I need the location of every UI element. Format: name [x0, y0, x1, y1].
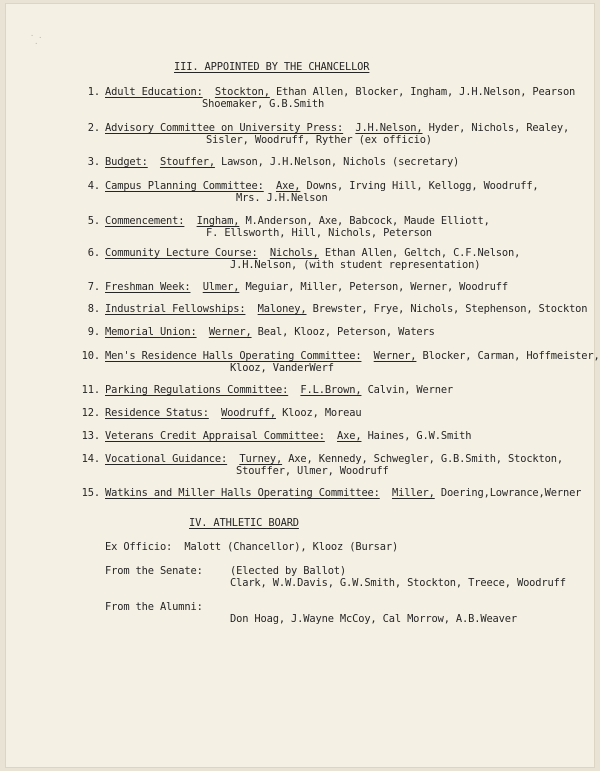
committee-chair: Werner, — [373, 350, 417, 362]
item-number: 8. — [87, 303, 100, 315]
item-number: 9. — [87, 326, 100, 338]
committee-title: Watkins and Miller Halls Operating Committee: — [105, 487, 380, 499]
committee-members-continued: Klooz, VanderWerf — [230, 362, 334, 374]
committee-title: Campus Planning Committee: — [105, 180, 264, 192]
committee-chair: Nichols, — [269, 247, 319, 259]
committee-members: Meguiar, Miller, Peterson, Werner, Woodruff — [245, 281, 508, 293]
alumni-label: From the Alumni: — [105, 601, 203, 613]
committee-members: Hyder, Nichols, Realey, — [428, 122, 570, 134]
committee-item — [105, 350, 600, 362]
committee-members: Lawson, J.H.Nelson, Nichols (secretary) — [221, 156, 460, 168]
senate-members: Clark, W.W.Davis, G.W.Smith, Stockton, Treece, Woodruff — [230, 577, 566, 589]
committee-title: Adult Education: — [105, 86, 203, 98]
committee-title: Parking Regulations Committee: — [105, 384, 289, 396]
committee-chair: Axe, — [337, 430, 362, 442]
committee-title: Advisory Committee on University Press: — [105, 122, 344, 134]
committee-members-continued: Mrs. J.H.Nelson — [236, 192, 328, 204]
committee-members: Ethan Allen, Blocker, Ingham, J.H.Nelson, Pearson — [275, 86, 576, 98]
item-number: 13. — [81, 430, 100, 442]
committee-item — [105, 215, 490, 227]
committee-title: Commencement: — [105, 215, 185, 227]
ex-officio-label: Ex Officio: — [105, 541, 173, 553]
ex-officio-members: Malott (Chancellor), Klooz (Bursar) — [184, 541, 399, 553]
item-number: 12. — [81, 407, 100, 419]
committee-chair: Stockton, — [214, 86, 270, 98]
item-number: 2. — [87, 122, 100, 134]
committee-title: Freshman Week: — [105, 281, 191, 293]
committee-members-continued: F. Ellsworth, Hill, Nichols, Peterson — [206, 227, 432, 239]
committee-item — [105, 156, 459, 168]
committee-title: Memorial Union: — [105, 326, 197, 338]
ex-officio-row — [105, 541, 398, 553]
committee-members-continued: Shoemaker, G.B.Smith — [202, 98, 325, 110]
committee-members-continued: Sisler, Woodruff, Ryther (ex officio) — [206, 134, 432, 146]
senate-label: From the Senate: — [105, 565, 203, 577]
committee-title: Industrial Fellowships: — [105, 303, 246, 315]
committee-chair: Turney, — [239, 453, 283, 465]
document-page — [6, 4, 600, 767]
item-number: 1. — [87, 86, 100, 98]
committee-members: Doering,Lowrance,Werner — [440, 487, 582, 499]
committee-item — [105, 487, 581, 499]
committee-chair: Maloney, — [257, 303, 307, 315]
item-number: 11. — [81, 384, 100, 396]
committee-members-continued: Stouffer, Ulmer, Woodruff — [236, 465, 389, 477]
item-number: 14. — [81, 453, 100, 465]
committee-members: Haines, G.W.Smith — [367, 430, 472, 442]
committee-members: M.Anderson, Axe, Babcock, Maude Elliott, — [245, 215, 490, 227]
committee-chair: Stouffer, — [159, 156, 215, 168]
committee-title: Men's Residence Halls Operating Committee: — [105, 350, 362, 362]
committee-chair: Werner, — [208, 326, 252, 338]
item-number: 5. — [87, 215, 100, 227]
item-number: 3. — [87, 156, 100, 168]
committee-item — [105, 86, 575, 98]
committee-members: Brewster, Frye, Nichols, Stephenson, Stockton — [312, 303, 588, 315]
item-number: 15. — [81, 487, 100, 499]
committee-item — [105, 122, 569, 134]
committee-item — [105, 430, 471, 442]
committee-item — [105, 453, 563, 465]
alumni-members: Don Hoag, J.Wayne McCoy, Cal Morrow, A.B.Weaver — [230, 613, 517, 625]
item-number: 7. — [87, 281, 100, 293]
committee-item — [105, 180, 539, 192]
committee-item — [105, 281, 508, 293]
committee-chair: Woodruff, — [221, 407, 276, 419]
committee-members: Blocker, Carman, Hoffmeister, — [422, 350, 600, 362]
committee-item — [105, 326, 435, 338]
committee-title: Veterans Credit Appraisal Committee: — [105, 430, 325, 442]
committee-members: Downs, Irving Hill, Kellogg, Woodruff, — [306, 180, 539, 192]
committee-chair: Axe, — [275, 180, 301, 192]
item-number: 6. — [87, 247, 100, 259]
committee-title: Vocational Guidance: — [105, 453, 228, 465]
committee-members: Beal, Klooz, Peterson, Waters — [257, 326, 435, 338]
committee-chair: Ulmer, — [202, 281, 240, 293]
section-3-heading: III. APPOINTED BY THE CHANCELLOR — [174, 61, 370, 73]
section-4-heading: IV. ATHLETIC BOARD — [189, 517, 299, 529]
committee-chair: Ingham, — [196, 215, 240, 227]
committee-members: Axe, Kennedy, Schwegler, G.B.Smith, Stockton, — [288, 453, 563, 465]
committee-item — [105, 247, 520, 259]
committee-members: Calvin, Werner — [367, 384, 454, 396]
committee-title: Community Lecture Course: — [105, 247, 258, 259]
committee-members-continued: J.H.Nelson, (with student representation) — [230, 259, 481, 271]
committee-chair: F.L.Brown, — [300, 384, 362, 396]
item-number: 4. — [87, 180, 100, 192]
committee-members: Klooz, Moreau — [282, 407, 362, 419]
committee-chair: J.H.Nelson, — [355, 122, 423, 134]
paper-specks: · . · — [30, 32, 43, 48]
item-number: 10. — [81, 350, 100, 362]
committee-chair: Miller, — [391, 487, 435, 499]
committee-item — [105, 407, 361, 419]
committee-title: Budget: — [105, 156, 148, 168]
senate-note: (Elected by Ballot) — [230, 565, 347, 577]
committee-members: Ethan Allen, Geltch, C.F.Nelson, — [324, 247, 521, 259]
committee-item — [105, 303, 587, 315]
committee-item — [105, 384, 453, 396]
committee-title: Residence Status: — [105, 407, 209, 419]
